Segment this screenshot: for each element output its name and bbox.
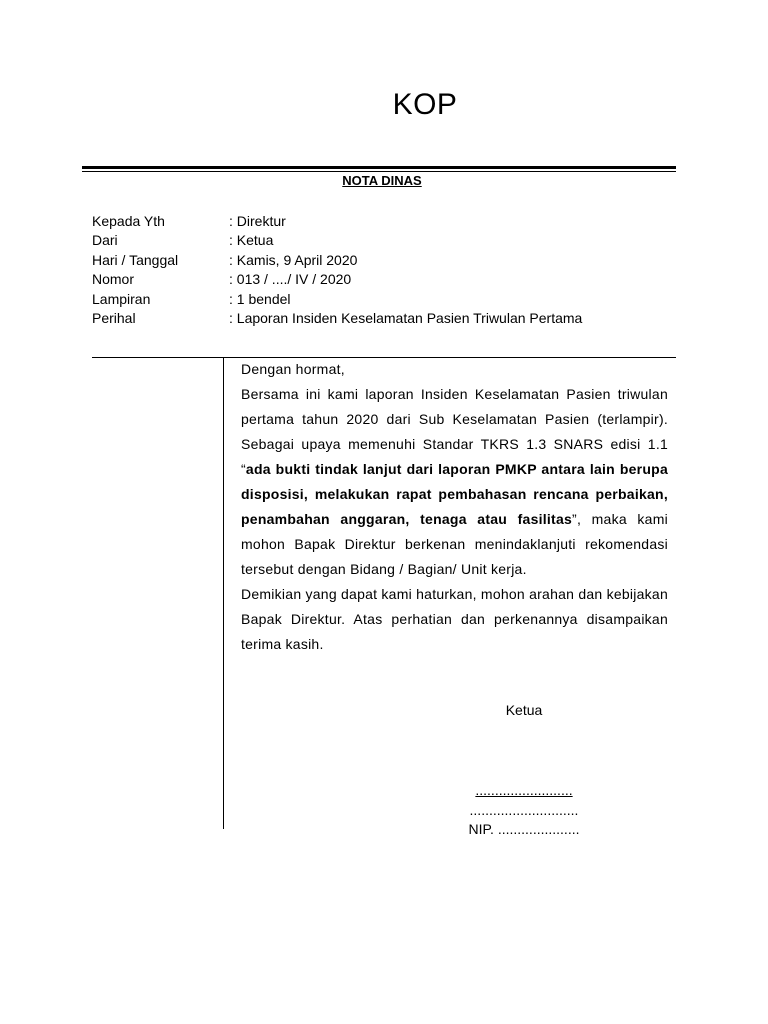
paragraph-outro: ”, maka kami mohon Bapak Direktur berkenan menindaklanjuti rekomendasi tersebut dengan Bidang / Bagian/ Unit kerja. (241, 511, 668, 577)
letterhead-kop: KOP (392, 88, 458, 121)
meta-label: Lampiran (92, 290, 151, 307)
body-paragraph-1 (241, 382, 668, 582)
paragraph-intro: Bersama ini kami laporan Insiden Keselamatan Pasien triwulan pertama tahun 2020 dari Sub Keselamatan Pasien (terlampir). Sebagai upaya memenuhi Standar TKRS 1.3 SNARS edisi 1.1 “ (241, 386, 668, 477)
disposition-column-line (223, 357, 224, 829)
meta-value: : 013 / ..../ IV / 2020 (229, 270, 351, 289)
meta-row-subject (92, 309, 582, 328)
signature-nip: NIP. ..................... (468, 821, 580, 837)
header-divider-thick (82, 166, 676, 169)
meta-label: Kepada Yth (92, 213, 165, 229)
letter-body (241, 357, 668, 657)
meta-row-recipient (92, 212, 582, 231)
meta-label: Perihal (92, 309, 136, 326)
header-divider-thin (82, 171, 676, 172)
meta-row-date (92, 251, 582, 270)
meta-label: Dari (92, 232, 118, 249)
memo-metadata (92, 212, 582, 328)
salutation: Dengan hormat, (241, 361, 345, 377)
meta-label: Nomor (92, 271, 135, 288)
signature-title: Ketua (505, 702, 543, 718)
body-paragraph-2: Demikian yang dapat kami haturkan, mohon arahan dan kebijakan Bapak Direktur. Atas perhatian dan perkenannya disampaikan terima kasih. (241, 586, 668, 652)
document-title: NOTA DINAS (342, 173, 422, 188)
meta-value: : Laporan Insiden Keselamatan Pasien Triwulan Pertama (229, 309, 582, 328)
meta-label: Hari / Tanggal (92, 251, 179, 268)
meta-row-attachment (92, 290, 582, 309)
signature-name: ......................... (475, 782, 573, 798)
meta-value: : 1 bendel (229, 290, 291, 309)
meta-row-sender (92, 231, 582, 250)
meta-value: : Ketua (229, 231, 273, 250)
signature-position: ............................ (469, 802, 579, 818)
paragraph-emphasis: ada bukti tindak lanjut dari laporan PMKP antara lain berupa disposisi, melakukan rapat pembahasan rencana perbaikan, penambahan anggaran, tenaga atau fasilitas (241, 461, 668, 527)
meta-value: : Direktur (229, 212, 286, 231)
meta-value: : Kamis, 9 April 2020 (229, 251, 357, 270)
meta-row-number (92, 270, 582, 289)
